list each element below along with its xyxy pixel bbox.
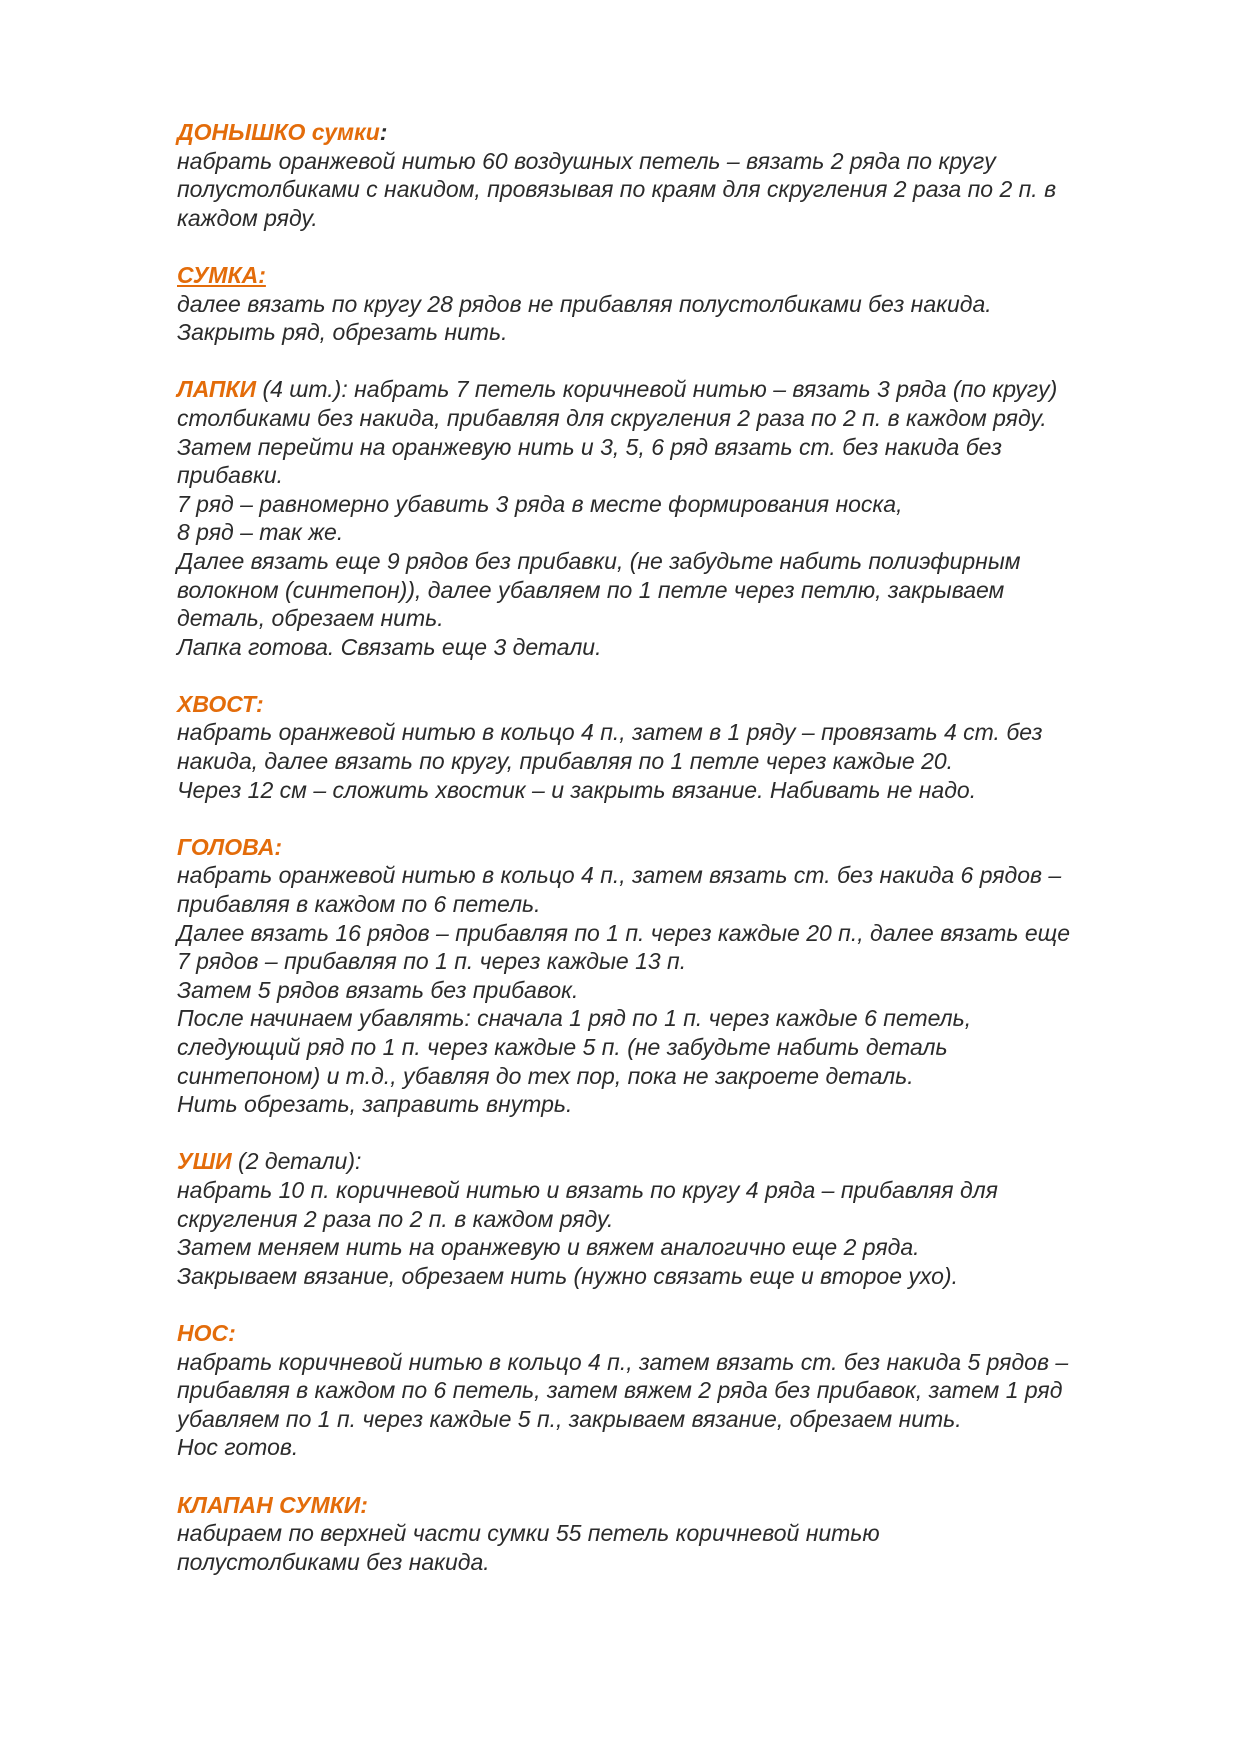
section-heading-line xyxy=(177,690,1177,719)
body-line: После начинаем убавлять: сначала 1 ряд по 1 п. через каждые 6 петель, xyxy=(177,1005,972,1032)
body-line: набираем по верхней части сумки 55 петель коричневой нитью xyxy=(177,1520,880,1547)
body-line: деталь, обрезаем нить. xyxy=(177,605,444,632)
body-line: прибавляя в каждом по 6 петель. xyxy=(177,891,541,918)
section-heading: УШИ xyxy=(177,1148,232,1175)
body-line: Лапка готова. Связать еще 3 детали. xyxy=(177,633,602,660)
section-sumka xyxy=(177,261,1177,347)
section-hvost xyxy=(177,690,1177,804)
heading-inline-text: (2 детали): xyxy=(231,1148,362,1175)
section-heading: ДОНЫШКО сумки xyxy=(177,119,380,145)
body-line: 7 ряд – равномерно убавить 3 ряда в месте формирования носка, xyxy=(177,490,903,517)
body-line: Через 12 см – сложить хвостик – и закрыть вязание. Набивать не надо. xyxy=(177,776,977,803)
heading-inline-text: (4 шт.): набрать 7 петель коричневой нитью – вязать 3 ряда (по кругу) xyxy=(256,376,1058,403)
section-heading: ЛАПКИ xyxy=(177,376,257,403)
section-klapan xyxy=(177,1491,1177,1577)
heading-colon: : xyxy=(379,119,388,145)
body-line: далее вязать по кругу 28 рядов не прибавляя полустолбиками без накида. xyxy=(177,290,992,317)
body-line: Затем меняем нить на оранжевую и вяжем аналогично еще 2 ряда. xyxy=(177,1234,920,1261)
section-heading-line xyxy=(177,833,1177,862)
body-line: прибавки. xyxy=(177,462,284,489)
section-heading-line xyxy=(177,1319,1177,1348)
body-line: Далее вязать еще 9 рядов без прибавки, (не забудьте набить полиэфирным xyxy=(177,547,1021,574)
section-heading-line xyxy=(177,375,1177,404)
body-line: синтепоном) и т.д., убавляя до тех пор, пока не закроете деталь. xyxy=(177,1062,914,1089)
body-line: Затем перейти на оранжевую нить и 3, 5, 6 ряд вязать ст. без накида без xyxy=(177,433,1002,460)
body-line: набрать оранжевой нитью в кольцо 4 п., затем вязать ст. без накида 6 рядов – xyxy=(177,862,1062,889)
body-line: Затем 5 рядов вязать без прибавок. xyxy=(177,976,579,1003)
body-line: набрать коричневой нитью в кольцо 4 п., затем вязать ст. без накида 5 рядов – xyxy=(177,1348,1069,1375)
section-donyshko xyxy=(177,118,1177,232)
body-line: прибавляя в каждом по 6 петель, затем вяжем 2 ряда без прибавок, затем 1 ряд xyxy=(177,1377,1063,1404)
section-heading: КЛАПАН СУМКИ: xyxy=(177,1491,368,1518)
section-lapki xyxy=(177,375,1177,661)
section-heading: ХВОСТ: xyxy=(177,690,264,717)
body-line: полустолбиками с накидом, провязывая по краям для скругления 2 раза по 2 п. в xyxy=(177,176,1057,203)
body-line: 8 ряд – так же. xyxy=(177,519,344,546)
body-line: Закрыть ряд, обрезать нить. xyxy=(177,319,508,346)
section-golova xyxy=(177,833,1177,1119)
body-line: скругления 2 раза по 2 п. в каждом ряду. xyxy=(177,1205,614,1232)
document-page xyxy=(177,118,1177,1605)
section-nos xyxy=(177,1319,1177,1462)
body-line: Далее вязать 16 рядов – прибавляя по 1 п. через каждые 20 п., далее вязать еще xyxy=(177,919,1071,946)
body-line: убавляем по 1 п. через каждые 5 п., закрываем вязание, обрезаем нить. xyxy=(177,1405,962,1432)
body-line: набрать оранжевой нитью 60 воздушных петель – вязать 2 ряда по кругу xyxy=(177,147,996,174)
body-line: следующий ряд по 1 п. через каждые 5 п. (не забудьте набить деталь xyxy=(177,1034,948,1060)
section-heading: СУМКА: xyxy=(177,261,266,288)
body-line: Нить обрезать, заправить внутрь. xyxy=(177,1091,573,1118)
section-heading: ГОЛОВА: xyxy=(177,833,283,860)
body-line: столбиками без накида, прибавляя для скругления 2 раза по 2 п. в каждом ряду. xyxy=(177,404,1047,431)
body-line: набрать оранжевой нитью в кольцо 4 п., затем в 1 ряду – провязать 4 ст. без xyxy=(177,719,1043,746)
body-line: 7 рядов – прибавляя по 1 п. через каждые 13 п. xyxy=(177,948,687,975)
body-line: волокном (синтепон)), далее убавляем по 1 петле через петлю, закрываем xyxy=(177,576,1005,603)
section-heading: НОС: xyxy=(177,1319,236,1346)
section-heading-line xyxy=(177,261,1177,290)
section-heading-line xyxy=(177,1147,1177,1176)
body-line: набрать 10 п. коричневой нитью и вязать по кругу 4 ряда – прибавляя для xyxy=(177,1176,998,1203)
section-heading-line xyxy=(177,118,1177,147)
body-line: каждом ряду. xyxy=(177,204,318,231)
body-line: Нос готов. xyxy=(177,1434,299,1461)
body-line: накида, далее вязать по кругу, прибавляя по 1 петле через каждые 20. xyxy=(177,748,954,775)
body-line: полустолбиками без накида. xyxy=(177,1548,490,1575)
section-heading-line xyxy=(177,1491,1177,1520)
body-line: Закрываем вязание, обрезаем нить (нужно связать еще и второе ухо). xyxy=(177,1262,958,1289)
section-ushi xyxy=(177,1147,1177,1290)
